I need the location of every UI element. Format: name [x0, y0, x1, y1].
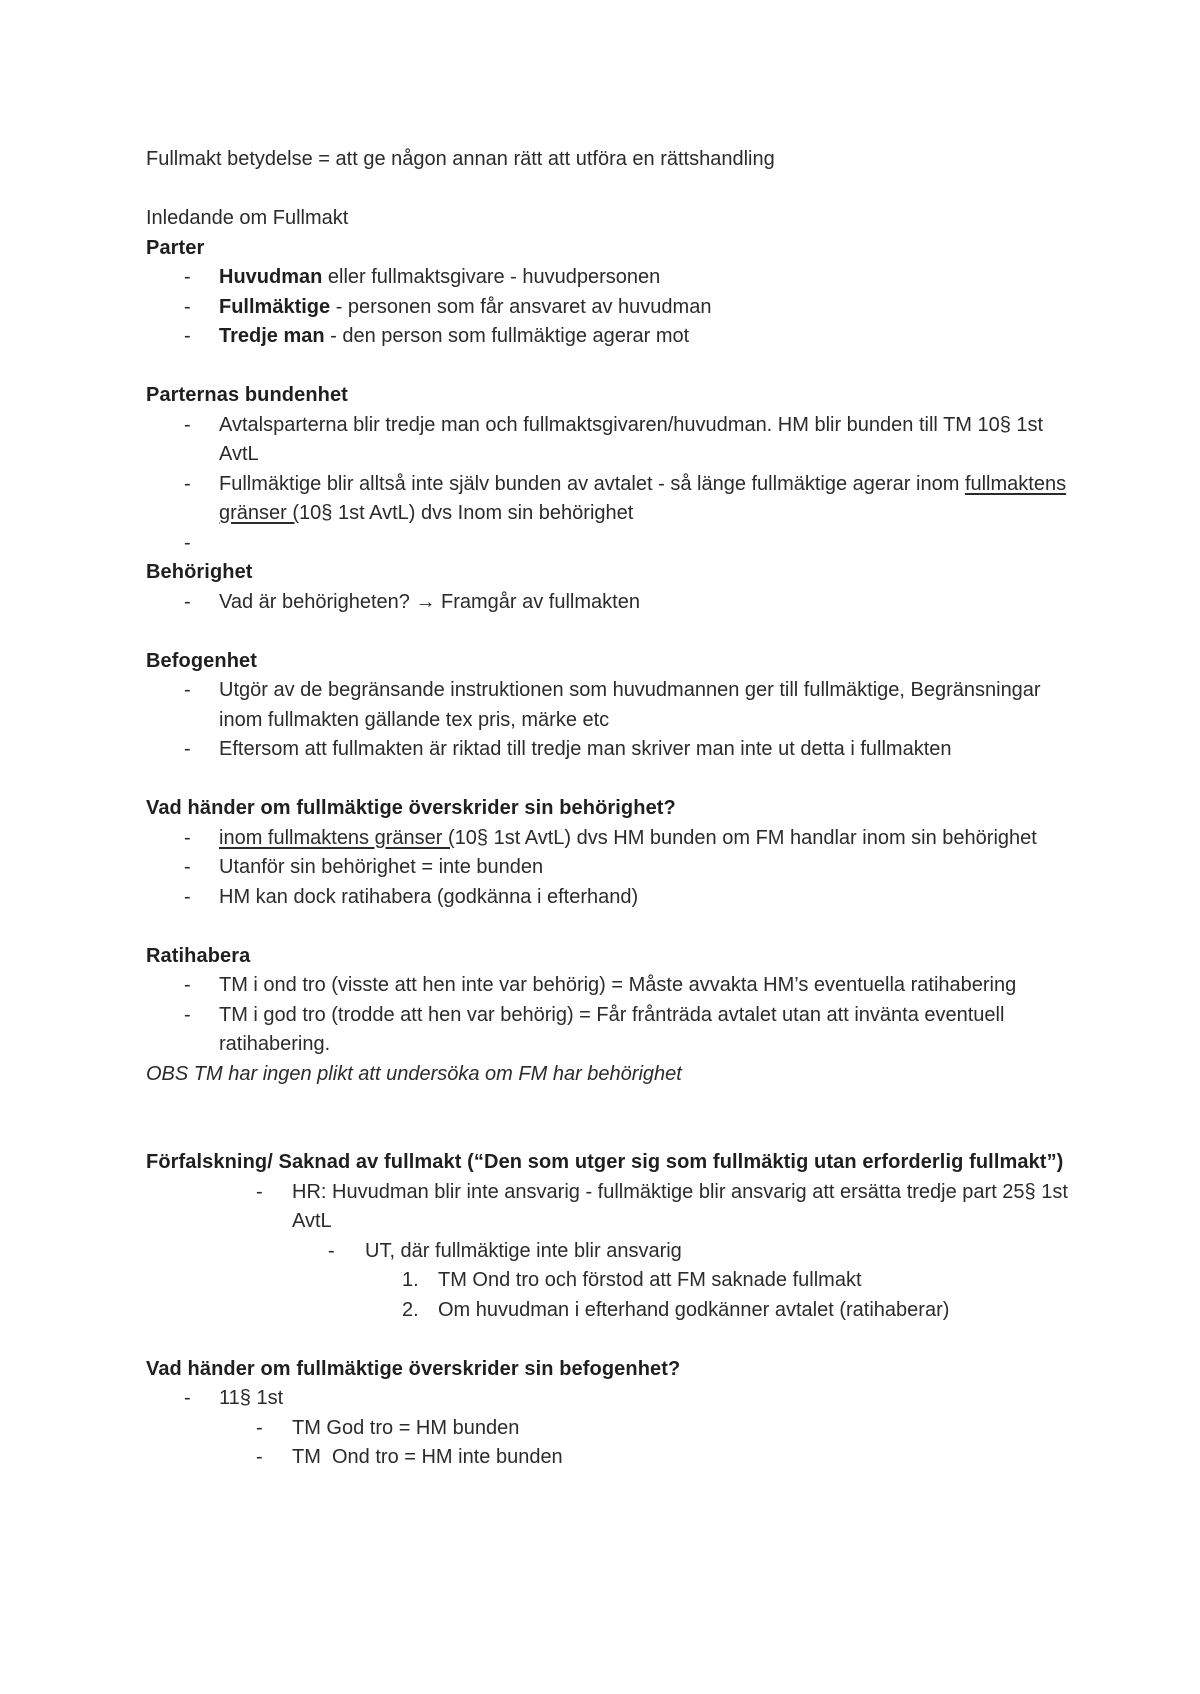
list-item-text: Avtalsparterna blir tredje man och fullmaktsgivaren/huvudman. HM blir bunden till TM 10§ 1st AvtL — [219, 413, 1044, 465]
bullet-dash: - — [256, 1416, 263, 1439]
list-item — [146, 1443, 1086, 1473]
bullet-dash: - — [184, 531, 191, 554]
intro-line: Inledande om Fullmakt — [146, 207, 349, 229]
heading-parter: Parter — [146, 236, 205, 259]
bullet-dash: - — [256, 1446, 263, 1468]
heading-overskrider-befogenhet: Vad händer om fullmäktige överskrider sin befogenhet? — [146, 1357, 681, 1380]
list-item — [146, 293, 1086, 323]
term-description: eller fullmaktsgivare - huvudpersonen — [322, 266, 661, 288]
bullet-dash: - — [184, 295, 191, 318]
bullet-dash: - — [184, 472, 191, 495]
numbered-item — [146, 1266, 1086, 1296]
list-item-text: Utgör av de begränsande instruktionen som huvudmannen ger till fullmäktige, Begränsningar inom fullmakten gällande tex pris, märke etc — [219, 679, 1041, 731]
bullet-dash: - — [184, 679, 191, 701]
list-item — [146, 322, 1086, 352]
list-item — [146, 853, 1086, 883]
list-item-text: Fullmäktige blir alltså inte själv bunden av avtalet - så länge fullmäktige agerar inom — [219, 472, 965, 495]
numbered-item-text: TM Ond tro och förstod att FM saknade fullmakt — [438, 1269, 862, 1291]
list-item — [146, 735, 1086, 765]
heading-overskrider-behorighet: Vad händer om fullmäktige överskrider sin behörighet? — [146, 797, 676, 819]
list-item — [146, 883, 1086, 913]
list-item — [146, 1237, 1086, 1267]
list-item — [146, 824, 1086, 854]
bullet-dash: - — [328, 1239, 335, 1262]
bullet-dash: - — [184, 413, 191, 436]
bullet-dash: - — [184, 590, 191, 613]
bullet-dash: - — [184, 266, 191, 288]
numbered-item — [146, 1296, 1086, 1326]
term-description: - den person som fullmäktige agerar mot — [324, 325, 690, 347]
list-item — [146, 1384, 1086, 1414]
heading-befogenhet: Befogenhet — [146, 649, 257, 672]
list-item — [146, 971, 1086, 1001]
heading-ratihabera: Ratihabera — [146, 944, 251, 967]
term-description: - personen som får ansvaret av huvudman — [330, 295, 712, 318]
bullet-dash: - — [184, 856, 191, 878]
list-item-text: TM i god tro (trodde att hen var behörig) = Får frånträda avtalet utan att invänta eventuell ratihabering. — [219, 1003, 1005, 1055]
bullet-dash: - — [184, 1003, 191, 1026]
list-item-text: Eftersom att fullmakten är riktad till tredje man skriver man inte ut detta i fullmakten — [219, 738, 952, 760]
bullet-dash: - — [184, 738, 191, 760]
underlined-text: fullmaktens gränser ( — [219, 472, 1067, 524]
italic-note: OBS TM har ingen plikt att undersöka om FM har behörighet — [146, 1062, 682, 1085]
heading-behorighet: Behörighet — [146, 561, 253, 583]
list-item — [146, 1001, 1086, 1060]
list-item — [146, 676, 1086, 735]
term-fullmaktige: Fullmäktige — [219, 295, 331, 318]
term-huvudman: Huvudman — [219, 266, 323, 288]
bullet-dash: - — [256, 1180, 263, 1203]
list-item-text: TM Ond tro = HM inte bunden — [292, 1446, 563, 1468]
definition-line: Fullmakt betydelse = att ge någon annan rätt att utföra en rättshandling — [146, 148, 775, 170]
list-item — [146, 470, 1086, 529]
list-item-text: Utanför sin behörighet = inte bunden — [219, 856, 544, 878]
document-body — [146, 145, 1086, 1473]
bullet-dash: - — [184, 974, 191, 996]
list-item-text: UT, där fullmäktige inte blir ansvarig — [365, 1239, 682, 1262]
list-item-text: HR: Huvudman blir inte ansvarig - fullmäktige blir ansvarig att ersätta tredje part 25§ 1st AvtL — [292, 1180, 1068, 1232]
bullet-dash: - — [184, 885, 191, 908]
item-number: 1. — [402, 1269, 419, 1291]
list-item — [146, 411, 1086, 470]
underlined-text: inom fullmaktens gränser ( — [219, 826, 455, 849]
list-item — [146, 1414, 1086, 1444]
list-item-text: 11§ 1st — [219, 1387, 284, 1409]
numbered-item-text: Om huvudman i efterhand godkänner avtalet (ratihaberar) — [438, 1298, 950, 1321]
bullet-dash: - — [184, 325, 191, 347]
list-item-text: TM God tro = HM bunden — [292, 1416, 520, 1439]
heading-forfalskning: Förfalskning/ Saknad av fullmakt (“Den som utger sig som fullmäktig utan erforderlig fullmakt”) — [146, 1151, 1064, 1173]
bullet-dash: - — [184, 826, 191, 849]
heading-parternas-bundenhet: Parternas bundenhet — [146, 384, 348, 406]
list-item-text: Vad är behörigheten? → Framgår av fullmakten — [219, 590, 640, 613]
list-item — [146, 588, 1086, 618]
list-item — [146, 1178, 1086, 1237]
list-item-text: 10§ 1st AvtL) dvs Inom sin behörighet — [299, 502, 634, 524]
term-tredje-man: Tredje man — [219, 325, 325, 347]
list-item-text: HM kan dock ratihabera (godkänna i efterhand) — [219, 885, 639, 908]
empty-list-item — [146, 529, 1086, 559]
bullet-dash: - — [184, 1387, 191, 1409]
list-item — [146, 263, 1086, 293]
item-number: 2. — [402, 1298, 419, 1321]
list-item-text: 10§ 1st AvtL) dvs HM bunden om FM handlar inom sin behörighet — [454, 826, 1037, 849]
list-item-text: TM i ond tro (visste att hen inte var behörig) = Måste avvakta HM’s eventuella ratihabering — [219, 974, 1017, 996]
